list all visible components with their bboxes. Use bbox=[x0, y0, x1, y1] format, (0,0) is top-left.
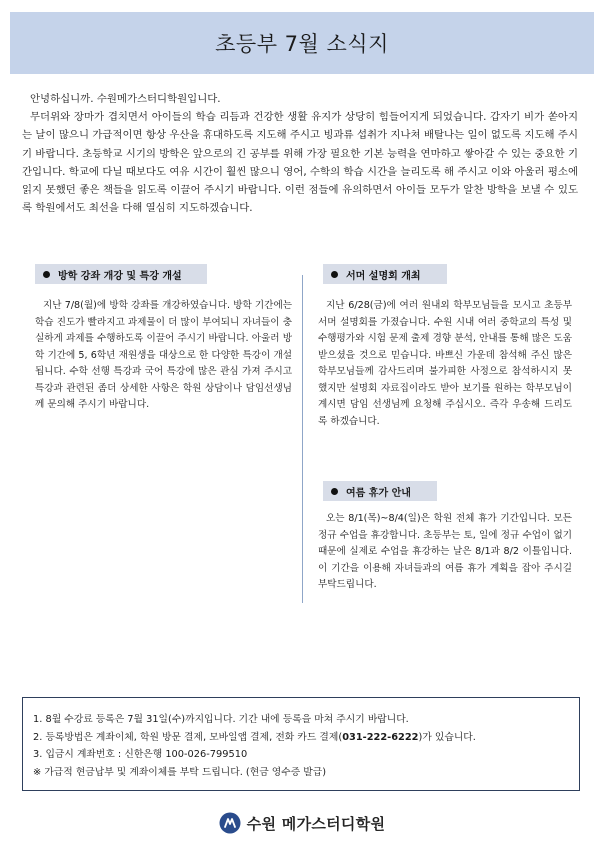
notice-line-2-prefix: 2. 등록방법은 계좌이체, 학원 방문 결제, 모바일앱 결제, 전화 카드 결제( bbox=[33, 731, 343, 743]
section-heading-summer-break bbox=[323, 481, 437, 501]
section-body-briefing bbox=[318, 298, 572, 430]
notice-line-2 bbox=[33, 729, 569, 747]
section-heading-label: 여름 휴가 안내 bbox=[346, 487, 411, 499]
page-title: 초등부 7월 소식지 bbox=[215, 32, 389, 56]
academy-name: 수원 메가스터디학원 bbox=[246, 814, 386, 833]
phone-number: 031-222-6222 bbox=[342, 731, 419, 743]
section-body-text: 오는 8/1(목)~8/4(일)은 학원 전체 휴가 기간입니다. 모든 정규 수업을 휴강합니다. 초등부는 토, 일에 정규 수업이 없기 때문에 실제로 수업을 휴강하는 날은 8/1과 8/2 이틀입니다. 이 기간을 이용해 자녀들과의 여름 휴가 계획을 잡아 주시길 부탁드립니다. bbox=[318, 513, 572, 590]
bullet-icon bbox=[331, 488, 338, 495]
title-band bbox=[10, 12, 594, 74]
intro-text bbox=[22, 90, 578, 217]
mega-study-logo-icon bbox=[219, 812, 241, 834]
notice-line-3: 3. 입금시 계좌번호 : 신한은행 100-026-799510 bbox=[33, 749, 248, 760]
section-body-summer-break bbox=[318, 511, 572, 594]
section-body-text: 지난 7/8(월)에 방학 강좌를 개강하였습니다. 방학 기간에는 학습 진도가 빨라지고 과제물이 더 많이 부여되니 자녀들이 충실하게 과제를 수행하도록 이끌어 주시기 바랍니다. 아울러 방학 기간에 5, 6학년 재원생을 대상으로 한 다양한 특강이 개설됩니다. 수학 선행 특강과 국어 특강에 많은 관심 가져 주시고 특강과 관련된 좀더 상세한 사항은 학원 상담이나 담임선생님께 문의해 주시기 바랍니다. bbox=[35, 300, 292, 410]
notice-line-1: 1. 8월 수강료 등록은 7월 31일(수)까지입니다. 기간 내에 등록을 마쳐 주시기 바랍니다. bbox=[33, 714, 409, 725]
intro-greeting: 안녕하십니까. 수원메가스터디학원입니다. bbox=[30, 93, 221, 105]
section-body-text: 지난 6/28(금)에 여러 원내외 학부모님들을 모시고 초등부 서머 설명회를 가졌습니다. 수원 시내 여러 중학교의 특성 및 수행평가와 시험 문제 출제 경향 분석, 안내를 통해 많은 도움 받으셨을 것으로 믿습니다. 바쁘신 가운데 참석해 주신 많은 학부모님들께 감사드리며 불가피한 사정으로 참석하시지 못했지만 설명회 자료집이라도 받아 보기를 원하는 학부모님이 계시면 담임 선생님께 요청해 주십시오. 즉각 우송해 드리도록 하겠습니다. bbox=[318, 300, 572, 427]
notice-line-2-suffix: )가 있습니다. bbox=[418, 731, 476, 743]
bullet-icon bbox=[331, 271, 338, 278]
column-divider bbox=[302, 275, 303, 603]
footer-logo bbox=[0, 810, 604, 836]
section-heading-label: 방학 강좌 개강 및 특강 개설 bbox=[58, 270, 182, 282]
bullet-icon bbox=[43, 271, 50, 278]
registration-notice-box bbox=[22, 697, 580, 791]
section-heading-label: 서머 설명회 개최 bbox=[346, 270, 421, 282]
section-heading-vacation-course bbox=[35, 264, 207, 284]
section-heading-briefing bbox=[323, 264, 447, 284]
notice-line-4: ※ 가급적 현금납부 및 계좌이체를 부탁 드립니다. (현금 영수증 발급) bbox=[33, 766, 327, 778]
intro-body: 무더위와 장마가 겹치면서 아이들의 학습 리듬과 건강한 생활 유지가 상당히 힘들어지게 되었습니다. 갑자기 비가 쏟아지는 날이 많으니 가급적이면 항상 우산을 휴대하도록 지도해 주시고 빙과류 섭취가 지나쳐 배탈나는 일이 없도록 지도해 주시기 바랍니다. 초등학교 시기의 방학은 앞으로의 긴 공부를 위해 가장 필요한 기본 능력을 연마하고 쌓아갈 수 있는 중요한 기간입니다. 학교에 다닐 때보다도 여유 시간이 훨씬 많으니 영어, 수학의 학습 시간을 늘리도록 해 주시고 이와 아울러 평소에 읽지 못했던 좋은 책들을 읽도록 이끌어 주시기 바랍니다. 이런 점들에 유의하면서 아이들 모두가 알찬 방학을 보낼 수 있도록 학원에서도 최선을 다해 열심히 지도하겠습니다. bbox=[22, 111, 578, 215]
section-body-vacation-course bbox=[35, 298, 292, 414]
